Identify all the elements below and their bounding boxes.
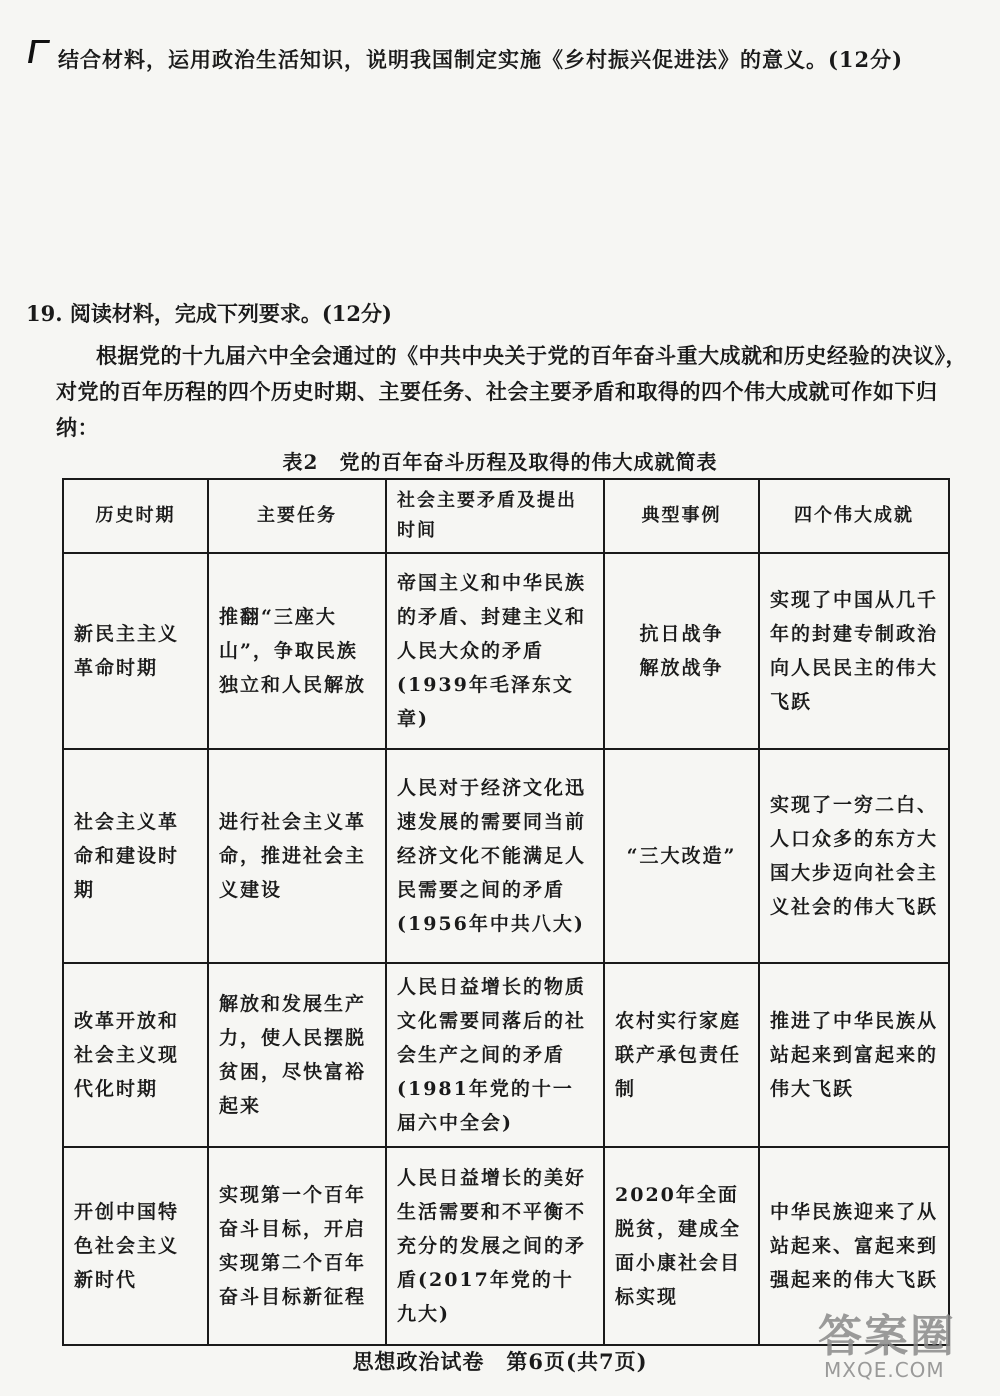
cell-example: 抗日战争 解放战争 (604, 553, 759, 749)
table-row (63, 749, 949, 963)
question-19-heading: 19. 阅读材料，完成下列要求。(12分) (26, 301, 392, 326)
cell-achievement: 推进了中华民族从站起来到富起来的伟大飞跃 (759, 963, 949, 1147)
cell-period: 社会主义革命和建设时期 (63, 749, 208, 963)
cell-achievement: 实现了中国从几千年的封建专制政治向人民民主的伟大飞跃 (759, 553, 949, 749)
watermark-logo-text: 答案圈 (818, 1311, 956, 1362)
header-contradiction: 社会主要矛盾及提出时间 (386, 479, 604, 553)
cell-example: 2020年全面脱贫，建成全面小康社会目标实现 (604, 1147, 759, 1345)
table-caption: 表2 党的百年奋斗历程及取得的伟大成就简表 (282, 450, 718, 474)
achievements-table (62, 478, 950, 1346)
cell-achievement: 实现了一穷二白、人口众多的东方大国大步迈向社会主义社会的伟大飞跃 (759, 749, 949, 963)
cell-example: 农村实行家庭联产承包责任制 (604, 963, 759, 1147)
cell-achievement: 中华民族迎来了从站起来、富起来到强起来的伟大飞跃 (759, 1147, 949, 1345)
cell-task: 推翻“三座大山”，争取民族独立和人民解放 (208, 553, 386, 749)
cell-task: 实现第一个百年奋斗目标，开启实现第二个百年奋斗目标新征程 (208, 1147, 386, 1345)
cell-contradiction: 人民对于经济文化迅速发展的需要同当前经济文化不能满足人民需要之间的矛盾(1956年中共八大) (386, 749, 604, 963)
cell-contradiction: 帝国主义和中华民族的矛盾、封建主义和人民大众的矛盾(1939年毛泽东文章) (386, 553, 604, 749)
cell-period: 开创中国特色社会主义新时代 (63, 1147, 208, 1345)
cell-task: 解放和发展生产力，使人民摆脱贫困，尽快富裕起来 (208, 963, 386, 1147)
page-footer: 思想政治试卷 第6页(共7页) (352, 1349, 648, 1374)
question-19-intro: 根据党的十九届六中全会通过的《中共中央关于党的百年奋斗重大成就和历史经验的决议》，对党的百年历程的四个历史时期、主要任务、社会主要矛盾和取得的四个伟大成就可作如下归纳： (56, 343, 967, 440)
cell-task: 进行社会主义革命，推进社会主义建设 (208, 749, 386, 963)
table-header-row (63, 479, 949, 553)
watermark-logo (818, 1300, 988, 1390)
cell-contradiction: 人民日益增长的美好生活需要和不平衡不充分的发展之间的矛盾(2017年党的十九大) (386, 1147, 604, 1345)
table-row (63, 553, 949, 749)
header-achievement: 四个伟大成就 (759, 479, 949, 553)
header-example: 典型事例 (604, 479, 759, 553)
corner-mark (28, 40, 50, 63)
cell-contradiction: 人民日益增长的物质文化需要同落后的社会生产之间的矛盾(1981年党的十一届六中全会) (386, 963, 604, 1147)
header-period: 历史时期 (63, 479, 208, 553)
cell-example: “三大改造” (604, 749, 759, 963)
table-row (63, 1147, 949, 1345)
header-task: 主要任务 (208, 479, 386, 553)
cell-period: 改革开放和社会主义现代化时期 (63, 963, 208, 1147)
table-row (63, 963, 949, 1147)
watermark-site-text: MXQE.COM (824, 1358, 945, 1382)
cell-period: 新民主主义革命时期 (63, 553, 208, 749)
question-18-text: 结合材料，运用政治生活知识，说明我国制定实施《乡村振兴促进法》的意义。(12分) (58, 47, 904, 72)
